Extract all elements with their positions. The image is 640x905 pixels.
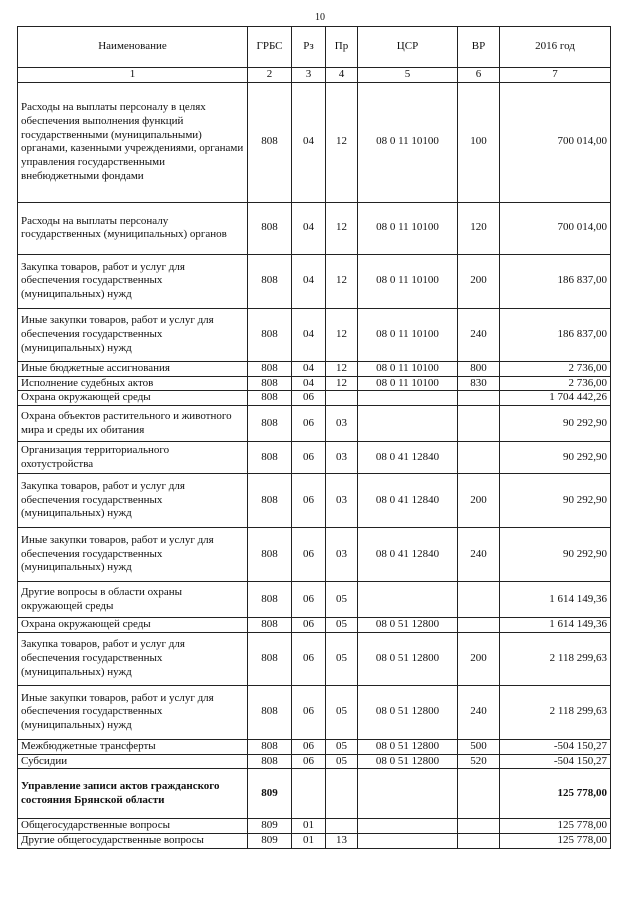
cell-name: Иные бюджетные ассигнования [18, 361, 248, 376]
cell-vr: 200 [458, 632, 500, 685]
header-pr: Пр [326, 27, 358, 68]
cell-rz: 06 [292, 391, 326, 406]
cell-name: Общегосударственные вопросы [18, 819, 248, 834]
cell-grbs: 808 [248, 406, 292, 442]
cell-csr: 08 0 51 12800 [358, 685, 458, 739]
cell-name: Охрана объектов растительного и животного мира и среды их обитания [18, 406, 248, 442]
header-grbs: ГРБС [248, 27, 292, 68]
cell-grbs: 809 [248, 834, 292, 849]
cell-pr: 03 [326, 442, 358, 474]
cell-pr: 05 [326, 754, 358, 769]
cell-name: Охрана окружающей среды [18, 618, 248, 633]
cell-name: Иные закупки товаров, работ и услуг для обеспечения государственных (муниципальных) нужд [18, 685, 248, 739]
cell-amount: 2 736,00 [500, 361, 611, 376]
cell-grbs: 809 [248, 769, 292, 819]
cell-csr: 08 0 11 10100 [358, 308, 458, 361]
cell-grbs: 808 [248, 254, 292, 308]
cell-vr [458, 406, 500, 442]
cell-rz: 06 [292, 442, 326, 474]
cell-grbs: 808 [248, 582, 292, 618]
header-name: Наименование [18, 27, 248, 68]
table-row [18, 528, 611, 582]
cell-grbs: 808 [248, 528, 292, 582]
cell-rz: 04 [292, 308, 326, 361]
cell-rz: 06 [292, 685, 326, 739]
cell-csr [358, 834, 458, 849]
cell-pr: 05 [326, 618, 358, 633]
cell-grbs: 808 [248, 442, 292, 474]
cell-name: Иные закупки товаров, работ и услуг для обеспечения государственных (муниципальных) нужд [18, 308, 248, 361]
table-row [18, 582, 611, 618]
cell-amount: 90 292,90 [500, 442, 611, 474]
cell-vr [458, 769, 500, 819]
cell-grbs: 808 [248, 308, 292, 361]
cell-grbs: 808 [248, 474, 292, 528]
cell-vr [458, 391, 500, 406]
cell-name: Субсидии [18, 754, 248, 769]
cell-rz: 04 [292, 202, 326, 254]
cell-rz: 06 [292, 754, 326, 769]
table-row [18, 618, 611, 633]
cell-amount: -504 150,27 [500, 739, 611, 754]
cell-grbs: 808 [248, 391, 292, 406]
column-number-row [18, 68, 611, 83]
cell-amount: 125 778,00 [500, 769, 611, 819]
budget-table [17, 26, 611, 849]
cell-rz: 04 [292, 82, 326, 202]
cell-csr [358, 819, 458, 834]
cell-rz: 04 [292, 376, 326, 391]
cell-pr [326, 769, 358, 819]
cell-name: Расходы на выплаты персоналу государственных (муниципальных) органов [18, 202, 248, 254]
cell-pr: 05 [326, 582, 358, 618]
cell-pr: 12 [326, 361, 358, 376]
table-row [18, 754, 611, 769]
cell-vr [458, 834, 500, 849]
col-number: 7 [500, 68, 611, 83]
cell-pr: 13 [326, 834, 358, 849]
table-row [18, 202, 611, 254]
cell-rz: 06 [292, 528, 326, 582]
cell-csr [358, 391, 458, 406]
cell-pr: 12 [326, 308, 358, 361]
cell-amount: 90 292,90 [500, 474, 611, 528]
col-number: 6 [458, 68, 500, 83]
col-number: 1 [18, 68, 248, 83]
cell-amount: 125 778,00 [500, 819, 611, 834]
cell-name: Другие общегосударственные вопросы [18, 834, 248, 849]
cell-rz [292, 769, 326, 819]
table-row [18, 442, 611, 474]
header-csr: ЦСР [358, 27, 458, 68]
cell-csr: 08 0 11 10100 [358, 82, 458, 202]
cell-rz: 06 [292, 406, 326, 442]
table-row [18, 834, 611, 849]
page-number: 10 [315, 12, 325, 23]
table-row [18, 769, 611, 819]
table-row [18, 685, 611, 739]
cell-pr: 03 [326, 474, 358, 528]
cell-vr: 120 [458, 202, 500, 254]
cell-vr: 100 [458, 82, 500, 202]
col-number: 4 [326, 68, 358, 83]
cell-pr: 05 [326, 632, 358, 685]
cell-grbs: 808 [248, 754, 292, 769]
cell-grbs: 808 [248, 685, 292, 739]
cell-name: Закупка товаров, работ и услуг для обеспечения государственных (муниципальных) нужд [18, 632, 248, 685]
col-number: 2 [248, 68, 292, 83]
cell-amount: 1 614 149,36 [500, 618, 611, 633]
table-row [18, 254, 611, 308]
cell-grbs: 809 [248, 819, 292, 834]
cell-grbs: 808 [248, 632, 292, 685]
cell-csr: 08 0 11 10100 [358, 254, 458, 308]
cell-rz: 06 [292, 739, 326, 754]
table-row [18, 82, 611, 202]
cell-grbs: 808 [248, 361, 292, 376]
table-row [18, 308, 611, 361]
cell-amount: 125 778,00 [500, 834, 611, 849]
cell-csr: 08 0 11 10100 [358, 361, 458, 376]
cell-name: Расходы на выплаты персоналу в целях обеспечения выполнения функций государственными (муниципальными) органами, казенными учреждениями, органами управления государственными внебюджетными фондами [18, 82, 248, 202]
cell-csr [358, 769, 458, 819]
cell-name: Управление записи актов гражданского состояния Брянской области [18, 769, 248, 819]
cell-csr: 08 0 41 12840 [358, 528, 458, 582]
table-row [18, 361, 611, 376]
cell-pr [326, 819, 358, 834]
cell-vr [458, 819, 500, 834]
cell-rz: 01 [292, 819, 326, 834]
table-row [18, 632, 611, 685]
col-number: 3 [292, 68, 326, 83]
cell-rz: 06 [292, 632, 326, 685]
cell-vr [458, 618, 500, 633]
cell-csr: 08 0 41 12840 [358, 474, 458, 528]
table-row [18, 391, 611, 406]
table-row [18, 474, 611, 528]
table-body [18, 82, 611, 848]
header-year: 2016 год [500, 27, 611, 68]
cell-pr: 12 [326, 202, 358, 254]
cell-vr [458, 442, 500, 474]
cell-amount: 1 704 442,26 [500, 391, 611, 406]
cell-pr: 12 [326, 254, 358, 308]
table-row [18, 376, 611, 391]
cell-rz: 04 [292, 254, 326, 308]
cell-csr: 08 0 51 12800 [358, 754, 458, 769]
cell-csr: 08 0 11 10100 [358, 202, 458, 254]
cell-vr: 200 [458, 254, 500, 308]
cell-pr: 03 [326, 406, 358, 442]
cell-amount: 2 736,00 [500, 376, 611, 391]
cell-rz: 06 [292, 582, 326, 618]
cell-amount: -504 150,27 [500, 754, 611, 769]
table-row [18, 739, 611, 754]
cell-vr: 240 [458, 685, 500, 739]
cell-pr: 03 [326, 528, 358, 582]
table-row [18, 406, 611, 442]
cell-pr: 12 [326, 376, 358, 391]
cell-name: Межбюджетные трансферты [18, 739, 248, 754]
cell-csr: 08 0 51 12800 [358, 618, 458, 633]
cell-vr: 500 [458, 739, 500, 754]
cell-amount: 700 014,00 [500, 82, 611, 202]
cell-vr: 240 [458, 308, 500, 361]
cell-csr: 08 0 11 10100 [358, 376, 458, 391]
cell-csr: 08 0 51 12800 [358, 632, 458, 685]
cell-rz: 06 [292, 618, 326, 633]
cell-rz: 01 [292, 834, 326, 849]
cell-grbs: 808 [248, 618, 292, 633]
cell-amount: 1 614 149,36 [500, 582, 611, 618]
cell-vr: 240 [458, 528, 500, 582]
cell-vr: 200 [458, 474, 500, 528]
cell-amount: 186 837,00 [500, 308, 611, 361]
header-rz: Рз [292, 27, 326, 68]
cell-pr: 05 [326, 739, 358, 754]
cell-name: Иные закупки товаров, работ и услуг для обеспечения государственных (муниципальных) нужд [18, 528, 248, 582]
cell-amount: 186 837,00 [500, 254, 611, 308]
header-vr: ВР [458, 27, 500, 68]
cell-csr [358, 582, 458, 618]
cell-amount: 2 118 299,63 [500, 632, 611, 685]
cell-csr: 08 0 51 12800 [358, 739, 458, 754]
cell-pr: 05 [326, 685, 358, 739]
cell-name: Охрана окружающей среды [18, 391, 248, 406]
cell-grbs: 808 [248, 739, 292, 754]
cell-amount: 700 014,00 [500, 202, 611, 254]
cell-name: Исполнение судебных актов [18, 376, 248, 391]
cell-grbs: 808 [248, 82, 292, 202]
cell-vr [458, 582, 500, 618]
cell-grbs: 808 [248, 376, 292, 391]
cell-amount: 2 118 299,63 [500, 685, 611, 739]
cell-name: Закупка товаров, работ и услуг для обеспечения государственных (муниципальных) нужд [18, 474, 248, 528]
cell-pr: 12 [326, 82, 358, 202]
cell-pr [326, 391, 358, 406]
cell-rz: 06 [292, 474, 326, 528]
cell-name: Закупка товаров, работ и услуг для обеспечения государственных (муниципальных) нужд [18, 254, 248, 308]
cell-csr [358, 406, 458, 442]
cell-csr: 08 0 41 12840 [358, 442, 458, 474]
cell-name: Другие вопросы в области охраны окружающей среды [18, 582, 248, 618]
header-row [18, 27, 611, 68]
cell-amount: 90 292,90 [500, 528, 611, 582]
cell-amount: 90 292,90 [500, 406, 611, 442]
cell-grbs: 808 [248, 202, 292, 254]
col-number: 5 [358, 68, 458, 83]
cell-rz: 04 [292, 361, 326, 376]
table-row [18, 819, 611, 834]
cell-vr: 520 [458, 754, 500, 769]
cell-name: Организация территориального охотустройства [18, 442, 248, 474]
cell-vr: 800 [458, 361, 500, 376]
cell-vr: 830 [458, 376, 500, 391]
